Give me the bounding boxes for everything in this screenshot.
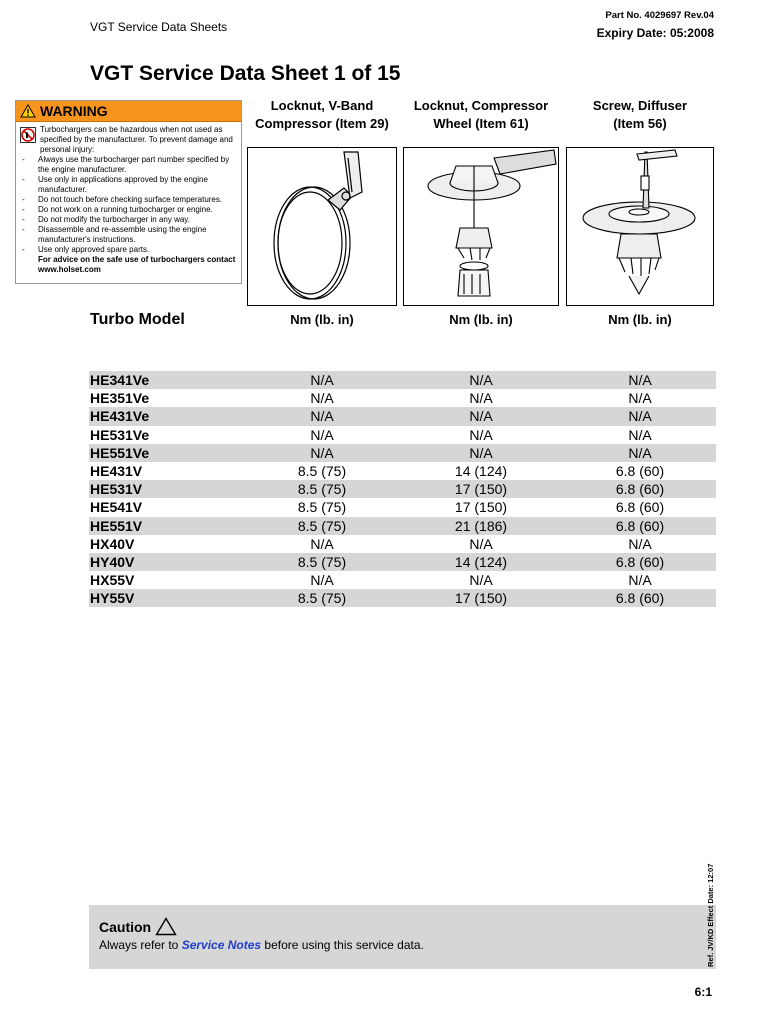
turbo-model-cell: HE551V	[90, 517, 143, 534]
turbo-model-cell: HY55V	[90, 590, 135, 607]
table-row	[89, 444, 716, 462]
column-heading-diffuser: Screw, Diffuser (Item 56)	[592, 98, 688, 131]
turbo-model-label: Turbo Model	[90, 311, 185, 328]
page-title: VGT Service Data Sheet 1 of 15	[90, 62, 401, 85]
page-number: 6:1	[694, 985, 712, 999]
warning-item: - Always use the turbocharger part number specified by the engine manufacturer.	[20, 155, 237, 175]
warning-item: - Use only in applications approved by the engine manufacturer.	[20, 175, 237, 195]
torque-value-cell: N/A	[310, 535, 334, 552]
turbo-model-cell: HE431Ve	[90, 408, 150, 425]
turbo-model-cell: HE431V	[90, 463, 143, 480]
reference-effect-date: Ref. JV/KD Effect Date: 12:07	[706, 863, 715, 967]
torque-value-cell: N/A	[469, 572, 493, 589]
table-row	[89, 553, 716, 571]
table-row	[89, 407, 716, 425]
torque-value-cell: 8.5 (75)	[297, 590, 347, 607]
torque-value-cell: N/A	[628, 535, 652, 552]
warning-heading: WARNING	[40, 103, 108, 119]
torque-value-cell: 8.5 (75)	[297, 517, 347, 534]
expiry-date: Expiry Date: 05:2008	[596, 26, 714, 40]
torque-value-cell: 8.5 (75)	[297, 481, 347, 498]
warning-item: - Disassemble and re-assemble using the engine manufacturer's instructions.	[20, 225, 237, 245]
torque-table	[89, 371, 716, 607]
header-section-title: VGT Service Data Sheets	[90, 20, 228, 34]
caution-panel	[89, 905, 716, 969]
caution-triangle-icon	[155, 917, 177, 936]
warning-item: - Do not touch before checking surface temperatures.	[20, 195, 237, 205]
header-meta	[597, 10, 714, 40]
column-heading-compressor-wheel: Locknut, Compressor Wheel (Item 61)	[413, 98, 549, 131]
warning-item: - Do not modify the turbocharger in any way.	[20, 215, 237, 225]
turbo-model-cell: HE341Ve	[90, 372, 150, 389]
torque-value-cell: 14 (124)	[454, 463, 508, 480]
torque-value-cell: 17 (150)	[454, 499, 508, 516]
table-row	[89, 535, 716, 553]
torque-value-cell: 21 (186)	[454, 517, 508, 534]
table-row	[89, 371, 716, 389]
torque-value-cell: 6.8 (60)	[615, 463, 665, 480]
vband-locknut-illustration	[247, 147, 397, 306]
warning-box	[15, 100, 242, 284]
turbo-model-cell: HX55V	[90, 572, 135, 589]
torque-value-cell: N/A	[310, 390, 334, 407]
torque-value-cell: 8.5 (75)	[297, 499, 347, 516]
table-row	[89, 389, 716, 407]
torque-value-cell: N/A	[469, 535, 493, 552]
torque-value-cell: N/A	[628, 426, 652, 443]
warning-list	[20, 155, 237, 255]
torque-value-cell: N/A	[469, 390, 493, 407]
warning-body	[16, 122, 241, 275]
torque-value-cell: N/A	[628, 408, 652, 425]
torque-value-cell: N/A	[310, 408, 334, 425]
warning-triangle-icon	[20, 104, 36, 118]
torque-value-cell: 6.8 (60)	[615, 481, 665, 498]
warning-item: - Do not work on a running turbocharger or engine.	[20, 205, 237, 215]
torque-value-cell: N/A	[469, 444, 493, 461]
torque-value-cell: N/A	[628, 444, 652, 461]
torque-value-cell: N/A	[310, 426, 334, 443]
table-row	[89, 589, 716, 607]
turbo-model-cell: HX40V	[90, 535, 135, 552]
no-touch-icon	[20, 127, 38, 155]
unit-label: Nm (lb. in)	[290, 312, 354, 327]
turbo-model-cell: HE531Ve	[90, 426, 150, 443]
warning-item: - Use only approved spare parts.	[20, 245, 237, 255]
torque-value-cell: 6.8 (60)	[615, 499, 665, 516]
warning-advice: For advice on the safe use of turbochargers contact www.holset.com	[38, 255, 236, 274]
torque-value-cell: 8.5 (75)	[297, 463, 347, 480]
turbo-model-cell: HE351Ve	[90, 390, 150, 407]
torque-value-cell: 6.8 (60)	[615, 590, 665, 607]
torque-value-cell: N/A	[628, 372, 652, 389]
table-row	[89, 480, 716, 498]
turbo-model-cell: HE551Ve	[90, 444, 150, 461]
service-notes-link[interactable]: Service Notes	[181, 938, 262, 952]
torque-value-cell: N/A	[469, 426, 493, 443]
torque-value-cell: 14 (124)	[454, 553, 508, 570]
torque-value-cell: N/A	[310, 444, 334, 461]
turbo-model-cell: HE531V	[90, 481, 143, 498]
torque-value-cell: 6.8 (60)	[615, 553, 665, 570]
table-row	[89, 498, 716, 516]
torque-value-cell: N/A	[628, 572, 652, 589]
caution-heading: Caution	[99, 917, 177, 936]
part-number: Part No. 4029697 Rev.04	[605, 10, 714, 21]
turbo-model-cell: HE541V	[90, 499, 143, 516]
torque-value-cell: N/A	[628, 390, 652, 407]
table-row	[89, 571, 716, 589]
torque-value-cell: 17 (150)	[454, 590, 508, 607]
torque-value-cell: N/A	[310, 372, 334, 389]
torque-value-cell: N/A	[469, 408, 493, 425]
table-row	[89, 517, 716, 535]
unit-label: Nm (lb. in)	[449, 312, 513, 327]
column-heading-vband: Locknut, V-Band Compressor (Item 29)	[255, 98, 389, 131]
diffuser-screw-illustration	[566, 147, 714, 306]
warning-intro: Turbochargers can be hazardous when not used as specified by the manufacturer. To prevent damage and personal injury:	[40, 125, 233, 154]
table-row	[89, 426, 716, 444]
torque-value-cell: 17 (150)	[454, 481, 508, 498]
turbo-model-cell: HY40V	[90, 553, 135, 570]
compressor-wheel-locknut-illustration	[403, 147, 559, 306]
torque-value-cell: 6.8 (60)	[615, 517, 665, 534]
unit-label: Nm (lb. in)	[608, 312, 672, 327]
warning-header	[16, 101, 241, 122]
torque-value-cell: N/A	[469, 372, 493, 389]
caution-text: Always refer to Service Notes before using this service data.	[99, 938, 424, 952]
table-row	[89, 462, 716, 480]
torque-value-cell: 8.5 (75)	[297, 553, 347, 570]
torque-value-cell: N/A	[310, 572, 334, 589]
